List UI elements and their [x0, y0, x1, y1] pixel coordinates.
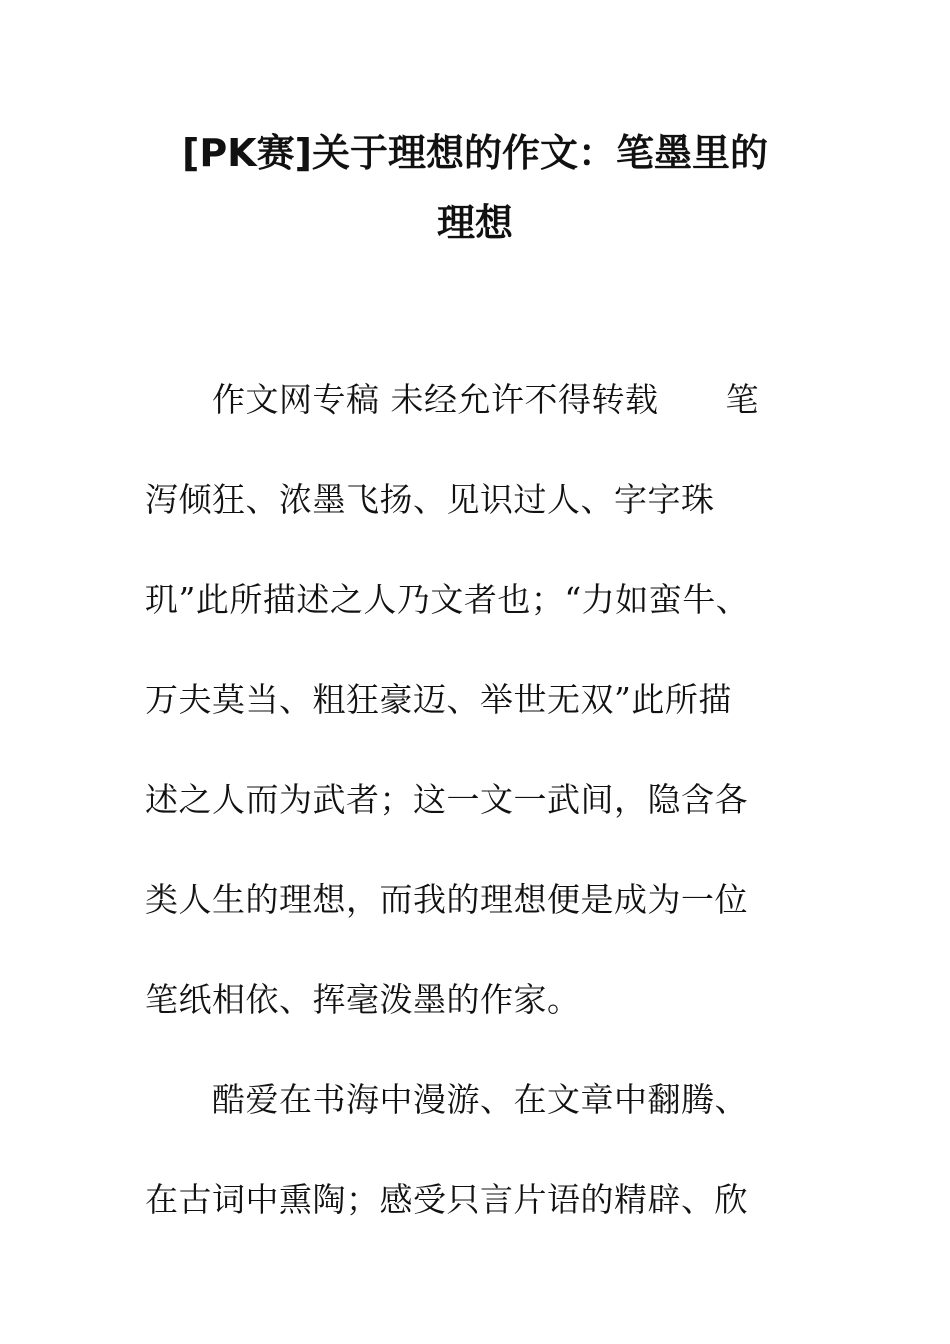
body-line-2: 泻倾狂、浓墨飞扬、见识过人、字字珠: [145, 480, 715, 519]
body-line-3: 玑”此所描述之人乃文者也；“力如蛮牛、: [145, 580, 750, 619]
body-line-4: 万夫莫当、粗狂豪迈、举世无双”此所描: [145, 680, 732, 719]
body-line-8: 酷爱在书海中漫游、在文章中翻腾、: [145, 1080, 748, 1119]
title-line-1: [PK赛]关于理想的作文：笔墨里的: [181, 131, 769, 175]
body-line-7: 笔纸相依、挥毫泼墨的作家。: [145, 980, 581, 1019]
body-line-6: 类人生的理想，而我的理想便是成为一位: [145, 880, 748, 919]
body-line-9: 在古词中熏陶；感受只言片语的精辟、欣: [145, 1180, 748, 1219]
body-line-1: 作文网专稿 未经允许不得转载 笔: [145, 380, 759, 419]
body-line-5: 述之人而为武者；这一文一武间，隐含各: [145, 780, 748, 819]
document-title: [145, 118, 805, 258]
title-line-2: 理想: [436, 201, 513, 245]
